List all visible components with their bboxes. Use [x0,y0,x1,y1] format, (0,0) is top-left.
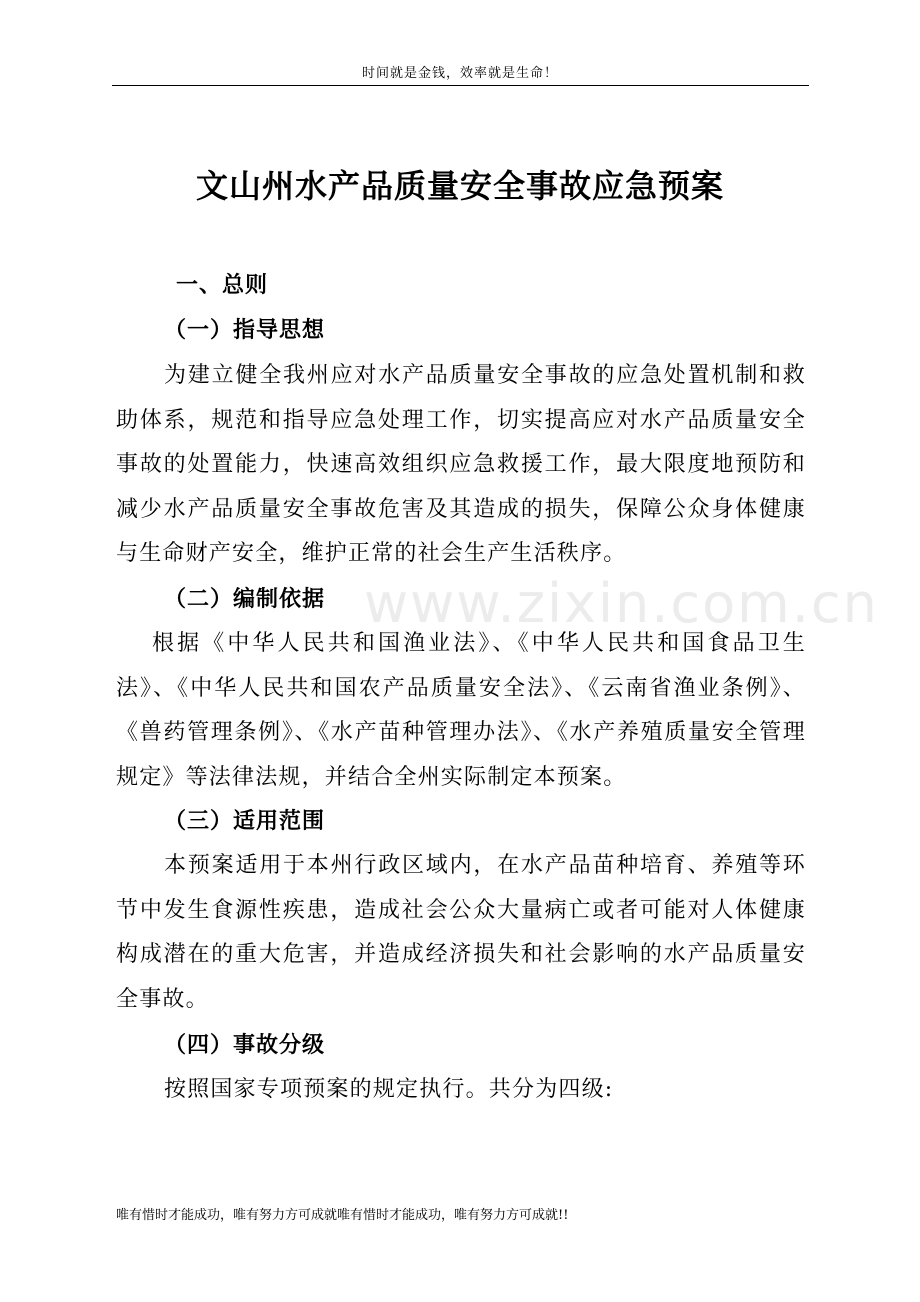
grading-heading: （四）事故分级 [164,1033,326,1058]
guiding-paragraph: 为建立健全我州应对水产品质量安全事故的应急处置机制和救助体系，规范和指导应急处理工作，切实提高应对水产品质量安全事故的处置能力，快速高效组织应急救援工作，最大限度地预防和减少水产品质量安全事故危害及其造成的损失，保障公众身体健康与生命财产安全，维护正常的社会生产生活秩序。 [116,363,806,567]
basis-paragraph: 根据《中华人民共和国渔业法》、《中华人民共和国食品卫生法》、《中华人民共和国农产品质量安全法》、《云南省渔业条例》、《兽药管理条例》、《水产苗种管理办法》、《水产养殖质量安全管理规定》等法律法规，并结合全州实际制定本预案。 [116,631,806,790]
page-header: 时间就是金钱，效率就是生命！ [361,66,558,81]
basis-heading: （二）编制依据 [164,587,326,612]
scope-heading: （三）适用范围 [164,809,326,834]
grading-paragraph: 按照国家专项预案的规定执行。共分为四级: [164,1077,614,1102]
document-title: 文山州水产品质量安全事故应急预案 [195,167,724,205]
scope-paragraph: 本预案适用于本州行政区域内，在水产品苗种培育、养殖等环节中发生食源性疾患，造成社会公众大量病亡或者可能对人体健康构成潜在的重大危害，并造成经济损失和社会影响的水产品质量安全事故。 [116,853,806,1012]
section-general-heading: 一、总则 [176,273,269,298]
watermark: www.zixin.com.cn [364,572,879,635]
header-divider [112,85,809,86]
guiding-heading: （一）指导思想 [164,318,326,343]
page-footer: 唯有惜时才能成功，唯有努力方可成就唯有惜时才能成功，唯有努力方可成就!! [116,1208,569,1223]
